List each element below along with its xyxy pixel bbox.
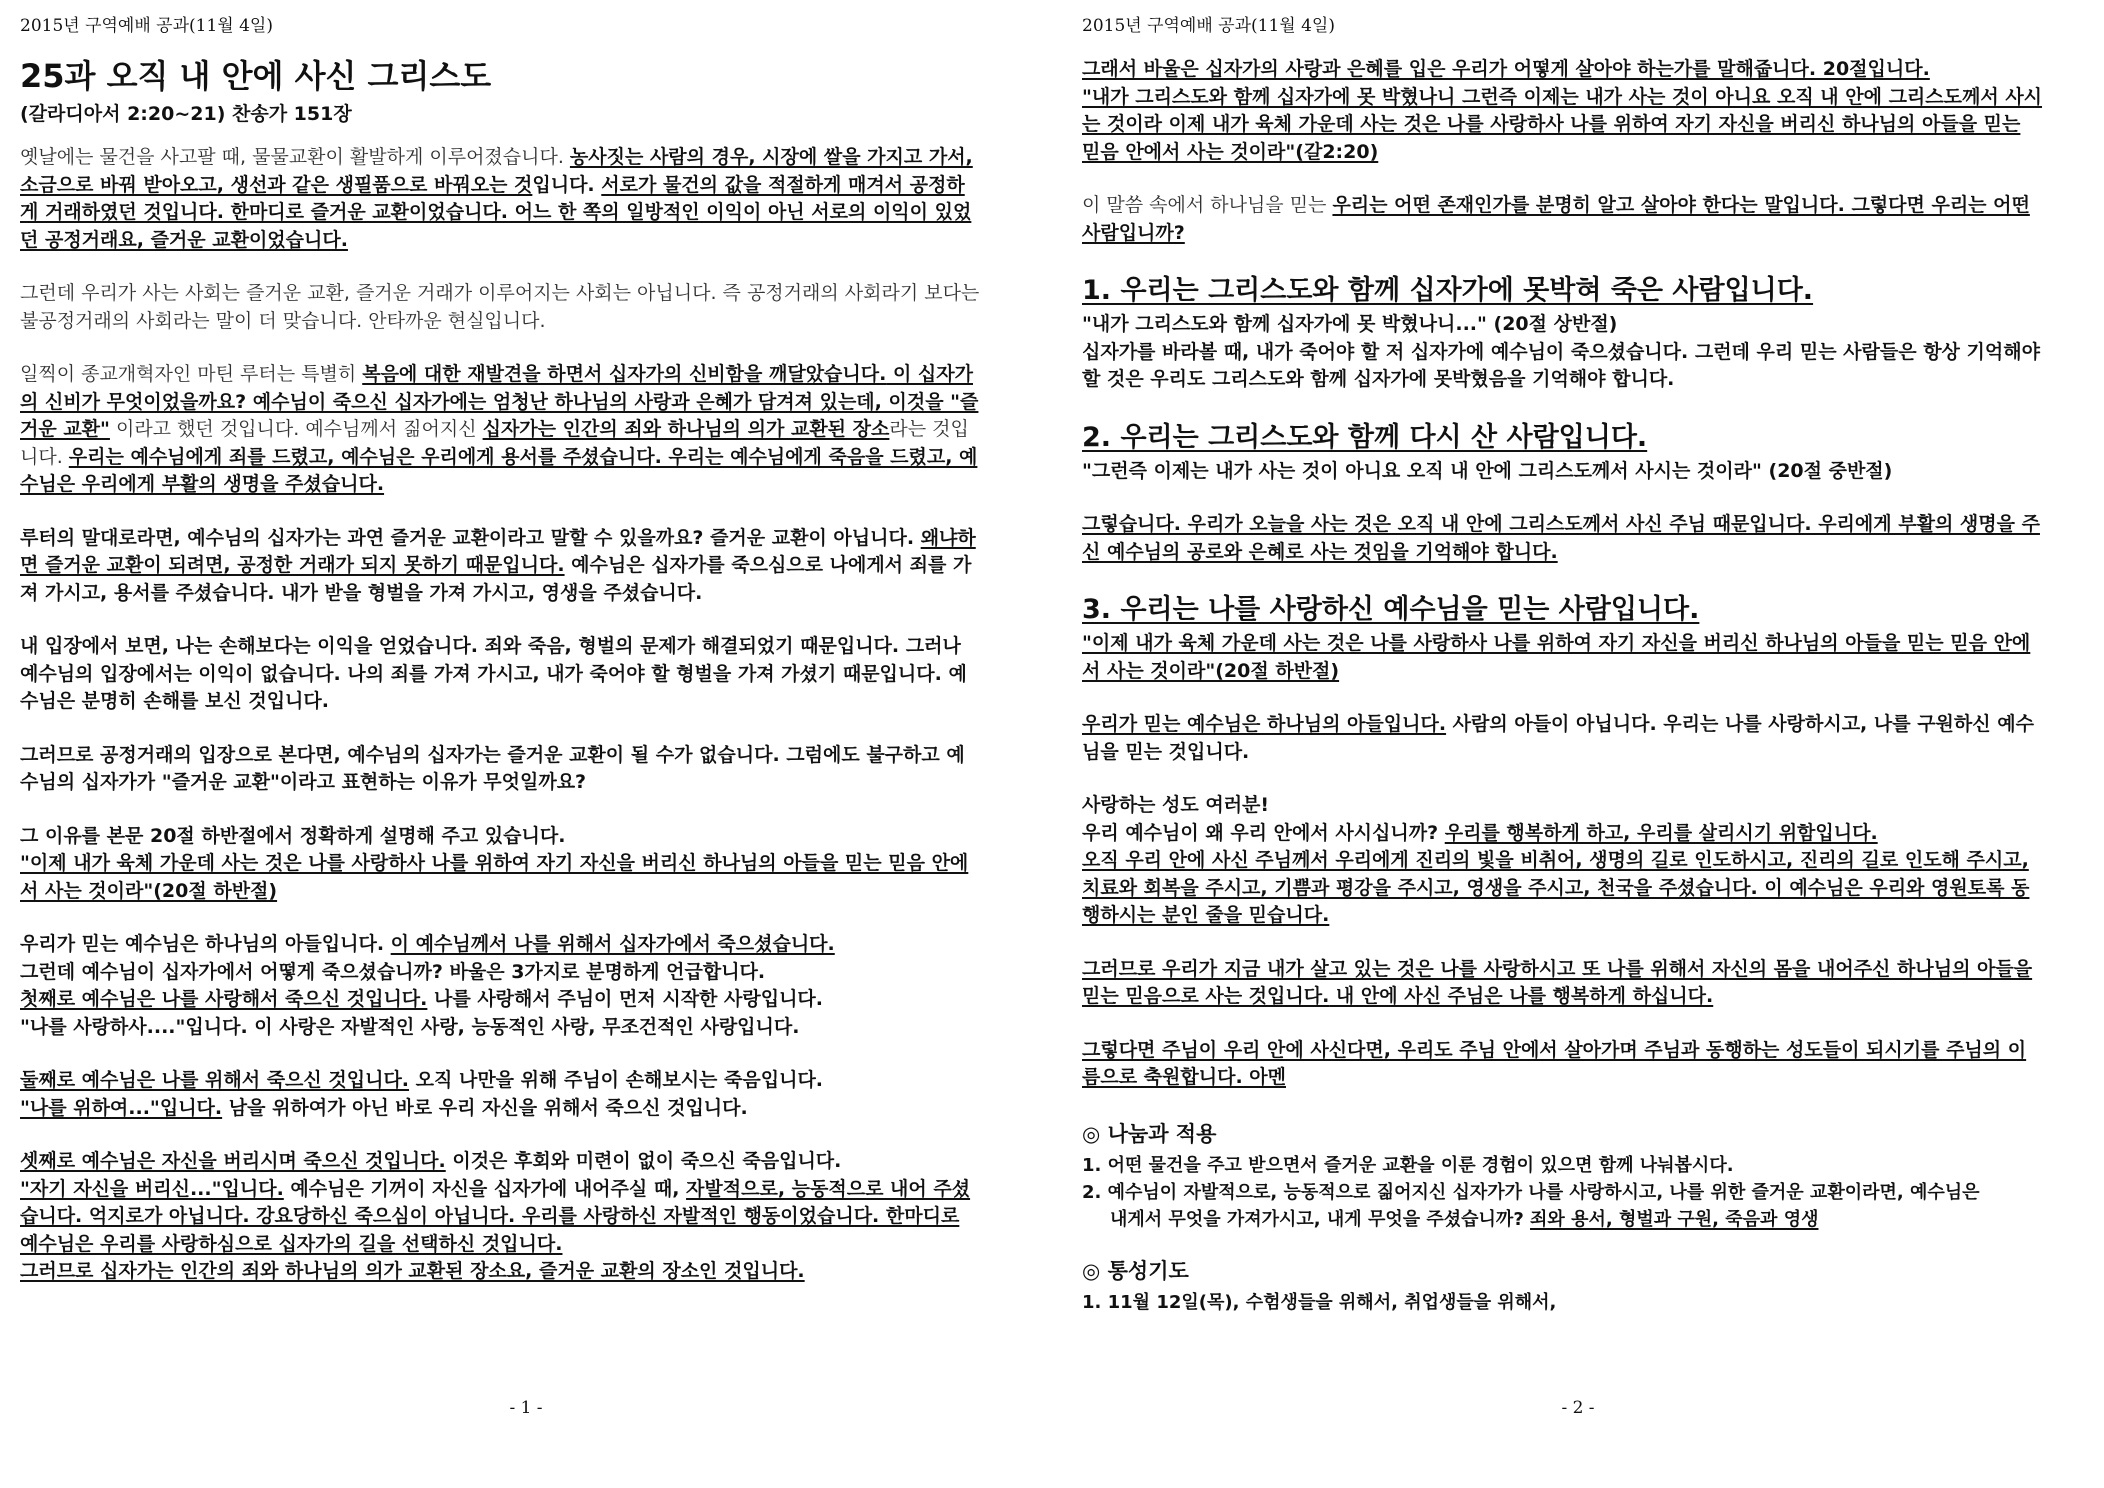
text-run: 나를 사랑해서 주님이 먼저 시작한 사랑입니다.: [427, 988, 824, 1010]
text-run: 내게서 무엇을 가져가시고, 내게 무엇을 주셨습니까?: [1110, 1208, 1531, 1230]
text-run: 우리가 믿는 예수님은 하나님의 아들입니다.: [20, 933, 391, 955]
text-run: 이 예수님께서 나를 위해서 십자가에서 죽으셨습니다.: [390, 933, 835, 955]
text-run: 예수님은 기꺼이 자신을 십자가에 내어주실 때,: [283, 1177, 687, 1200]
point-2-quote: "그런즉 이제는 내가 사는 것이 아니요 오직 내 안에 그리스도께서 사시는 것이라" (20절 중반절): [1082, 459, 1893, 482]
text-run: 내 안에 사신 주님은 나를 행복하게 하십니다.: [1329, 985, 1714, 1007]
paragraph-intro: [1082, 56, 2044, 166]
paragraph-9: [20, 1067, 982, 1122]
scripture-quote: "이제 내가 육체 가운데 사는 것은 나를 사랑하사 나를 위하여 자기 자신을 버리신 하나님의 아들을 믿는 믿음 안에서 사는 것이라"(20절 하반절): [20, 852, 969, 902]
text-run: 우리를 행복하게 하고, 우리를 살리시기 위함입니다.: [1444, 821, 1878, 844]
header-label: 2015년 구역예배 공과(11월 4일): [20, 16, 273, 36]
answer-run: 죄와 용서, 형벌과 구원, 죽음과 영생: [1530, 1208, 1819, 1230]
text-run: 오직 우리 안에 사신 주님께서 우리에게 진리의 빛을 비취어, 생명의 길로 인도하시고, 진리의 길로 인도해 주시고, 치료와 회복을 주시고, 기쁨과 평강을 주시고, 영생을 주시고, 천국을 주셨습니다. 이 예수님은 우리와 영원토록 동행하시는 분인 줄을 믿습니다.: [1082, 849, 2030, 926]
paragraph-6: 그러므로 공정거래의 입장으로 본다면, 예수님의 십자가는 즐거운 교환이 될 수가 없습니다. 그럼에도 불구하고 예수님의 십자가가 "즐거운 교환"이라고 표현하는 이유가 무엇일까요?: [20, 743, 965, 793]
text-run: "나를 위하여..."입니다.: [20, 1096, 223, 1119]
text-run: 예수님은 십자가를 죽으심으로 나에게서 죄를 가져 가시고, 용서를 주셨습니다. 내가 받을 형벌을 가져 가시고, 영생을 주셨습니다.: [20, 554, 972, 604]
text-run: 옛날에는 물건을 사고팔 때, 물물교환이 활발하게 이루어졌습니다.: [20, 146, 570, 168]
point-2-body: 그렇습니다. 우리가 오늘을 사는 것은 오직 내 안에 그리스도께서 사신 주님 때문입니다. 우리에게 부활의 생명을 주신 예수님의 공로와 은혜로 사는 것임을 기억해야 합니다.: [1082, 513, 2040, 563]
text-run: 이 말씀 속에서 하나님을 믿는: [1082, 194, 1333, 216]
paragraph-3: [20, 361, 982, 499]
scripture-quote: "내가 그리스도와 함께 십자가에 못 박혔나니 그런즉 이제는 내가 사는 것이 아니요 오직 내 안에 그리스도께서 사시는 것이라 이제 내가 육체 가운데 사는 것은 나를 사랑하사 나를 위하여 자기 자신을 버리신 하나님의 아들을 믿는 믿음 안에서 사는 것이라"(갈2:20): [1082, 85, 2043, 163]
text-run: "나를 사랑하사...."입니다. 이 사랑은 자발적인 사랑, 능동적인 사랑, 무조건적인 사랑입니다.: [20, 1015, 800, 1038]
paragraph-5: 내 입장에서 보면, 나는 손해보다는 이익을 얻었습니다. 죄와 죽음, 형벌의 문제가 해결되었기 때문입니다. 그러나 예수님의 입장에서는 이익이 없습니다. 나의 죄를 가져 가시고, 내가 죽어야 할 형벌을 가져 가셨기 때문입니다. 예수님은 분명히 손해를 보신 것입니다.: [20, 635, 967, 712]
point-3-body: [1082, 711, 2044, 766]
text-run: 이 십자가의 신비가 무엇이었을까요? 예수님이 죽으신 십자가에는 엄청난 하나님의 사랑과 은혜가 담겨져 있는데, 이것을 "즐거운 교환": [20, 363, 979, 440]
paragraph-1: [20, 144, 982, 254]
text-run: 사람의 아들이 아닙니다. 우리는 나를 사랑하시고, 나를 구원하신 예수님을 믿는 것입니다.: [1082, 713, 2034, 763]
text-run: 우리는 예수님에게 죄를 드렸고, 예수님은 우리에게 용서를 주셨습니다. 우리는 예수님에게 죽음을 드렸고, 예수님은 우리에게 부활의 생명을 주셨습니다.: [20, 445, 978, 495]
page-number: - 1 -: [509, 1398, 543, 1418]
header-label: 2015년 구역예배 공과(11월 4일): [1082, 16, 1335, 36]
prayer-heading: ◎ 통성기도: [1082, 1258, 1189, 1283]
text-run: 서로가 물건의 값을 적절하게 매겨서 공정하게 거래하였던 것입니다. 한마디로 즐거운 교환이었습니다.: [20, 173, 965, 223]
point-2-heading: 2. 우리는 그리스도와 함께 다시 산 사람입니다.: [1082, 421, 1648, 453]
text-run: 그런데 예수님이 십자가에서 어떻게 죽으셨습니까? 바울은 3가지로 분명하게 언급합니다.: [20, 960, 766, 983]
text-run: 사랑하는 성도 여러분!: [1082, 794, 1270, 816]
text-run: 복음에 대한 재발견을 하면서 십자가의 신비함을 깨달았습니다.: [362, 363, 887, 385]
text-run: 이라고 했던 것입니다. 예수님께서 짊어지신: [109, 418, 483, 440]
text-run: 우리는 어떤 존재인가를 분명히 알고 살아야 한다는 말입니다. 그렇다면 우리는 어떤 사람입니까?: [1082, 194, 2030, 244]
prayer-item-1: 1. 11월 12일(목), 수험생들을 위해서, 취업생들을 위해서,: [1082, 1291, 1557, 1313]
text-run: 입니다.: [532, 173, 602, 196]
paragraph-conclusion: [1082, 956, 2044, 1011]
sharing-question-2-cont: [1082, 1206, 2044, 1233]
text-run: 농사짓는 사람의 경우, 시장에 쌀을 가지고 가서, 소금으로 바꿔 받아오고, 생선과 같은 생필품으로 바꿔오는 것: [20, 146, 973, 196]
page-number: - 2 -: [1561, 1398, 1595, 1418]
paragraph-4: [20, 525, 982, 608]
text-run: 십자가를 바라볼 때, 내가 죽어야 할 저 십자가에 예수님이 죽으셨습니다. 그런데 우리 믿는 사람들은 항상 기억해야할 것은 우리도 그리스도와 함께 십자가에 못박혔음을 기억해야 합니다.: [1082, 340, 2040, 390]
text-run: 둘째로 예수님은 나를 위해서 죽으신 것입니다.: [20, 1069, 410, 1091]
paragraph-2: 그런데 우리가 사는 사회는 즐거운 교환, 즐거운 거래가 이루어지는 사회는 아닙니다. 즉 공정거래의 사회라기 보다는 불공정거래의 사회라는 말이 더 맞습니다. 안타까운 현실입니다.: [20, 282, 980, 332]
sharing-question-2: 2. 예수님이 자발적으로, 능동적으로 짊어지신 십자가가 나를 사랑하시고, 나를 위한 즐거운 교환이라면, 예수님은: [1082, 1181, 1980, 1203]
sharing-heading: ◎ 나눔과 적용: [1082, 1121, 1217, 1146]
page-2: [1052, 0, 2104, 1488]
text-run: "자기 자신을 버리신..."입니다.: [20, 1177, 284, 1200]
scripture-quote: "내가 그리스도와 함께 십자가에 못 박혔나니..." (20절 상반절): [1082, 313, 1618, 335]
point-3-heading: 3. 우리는 나를 사랑하신 예수님을 믿는 사람입니다.: [1082, 594, 1700, 625]
text-run: 남을 위하여가 아닌 바로 우리 자신을 위해서 죽으신 것입니다.: [222, 1096, 748, 1119]
paragraph-question: [1082, 192, 2044, 247]
point-3-quote: "이제 내가 육체 가운데 사는 것은 나를 사랑하사 나를 위하여 자기 자신을 버리신 하나님의 아들을 믿는 믿음 안에서 사는 것이라"(20절 하반절): [1082, 632, 2031, 682]
text-run: 어느 한 쪽의 일방적인 이익이 아닌 서로의 이익이 있었던 공정거래요, 즐거운 교환이었습니다.: [20, 201, 972, 251]
text-run: 자발적으로, 능동적으로 내어 주셨습니다. 억지로가 아닙니다. 강요당하신 죽으심이 아닙니다. 우리를 사랑하신 자발적인 행동이었습니다. 한마디로 예수님은 우리를 사랑하심으로 십자가의 길을 선택하신 것입니다.: [20, 1177, 971, 1255]
text-run: 첫째로 예수님은 나를 사랑해서 죽으신 것입니다.: [20, 988, 428, 1010]
text-run: 십자가는 인간의 죄와 하나님의 의가 교환된 장소: [482, 418, 890, 440]
text-run: 루터의 말대로라면, 예수님의 십자가는 과연 즐거운 교환이라고 말할 수 있을까요? 즐거운 교환이 아닙니다.: [20, 526, 921, 549]
text-run: 우리가 믿는 예수님은 하나님의 아들입니다.: [1082, 713, 1447, 735]
point-1-body: [1082, 311, 2044, 394]
text-run: 그러므로 우리가 지금 내가 살고 있는 것은 나를 사랑하시고 또 나를 위해서 자신의 몸을 내어주신 하나님의 아들을 믿는 믿음으로 사는 것입니다.: [1082, 957, 2033, 1007]
text-run: 셋째로 예수님은 자신을 버리시며 죽으신 것입니다.: [20, 1150, 446, 1172]
paragraph-blessing: 그렇다면 주님이 우리 안에 사신다면, 우리도 주님 안에서 살아가며 주님과 동행하는 성도들이 되시기를 주님의 이름으로 축원합니다. 아멘: [1082, 1038, 2027, 1088]
text-run: 우리 예수님이 왜 우리 안에서 사시십니까?: [1082, 821, 1445, 844]
text-run: 그 이유를 본문 20절 하반절에서 정확하게 설명해 주고 있습니다.: [20, 824, 566, 847]
paragraph-10: [20, 1148, 982, 1286]
point-1-heading: 1. 우리는 그리스도와 함께 십자가에 못박혀 죽은 사람입니다.: [1082, 275, 1814, 306]
text-run: 라는 것입니다.: [20, 418, 969, 468]
paragraph-8: [20, 931, 982, 1041]
scripture-reference: (갈라디아서 2:20~21) 찬송가 151장: [20, 103, 352, 125]
lesson-title: 25과 오직 내 안에 사신 그리스도: [20, 57, 492, 95]
text-run: 그러므로 십자가는 인간의 죄와 하나님의 의가 교환된 장소요, 즐거운 교환의 장소인 것입니다.: [20, 1260, 805, 1282]
sharing-question-1: 1. 어떤 물건을 주고 받으면서 즐거운 교환을 이룬 경험이 있으면 함께 나눠봅시다.: [1082, 1154, 1734, 1176]
text-run: 일찍이 종교개혁자인 마틴 루터는 특별히: [20, 363, 363, 385]
text-run: 오직 나만을 위해 주님이 손해보시는 죽음입니다.: [409, 1069, 824, 1091]
text-run: 왜냐하면 즐거운 교환이 되려면, 공정한 거래가 되지 못하기 때문입니다.: [20, 526, 976, 576]
paragraph-exhortation: [1082, 792, 2044, 930]
text-run: 이것은 후회와 미련이 없이 죽으신 죽음입니다.: [445, 1150, 842, 1172]
text-run: 그래서 바울은 십자가의 사랑과 은혜를 입은 우리가 어떻게 살아야 하는가를 말해줍니다. 20절입니다.: [1082, 58, 1930, 80]
paragraph-7: [20, 823, 982, 906]
